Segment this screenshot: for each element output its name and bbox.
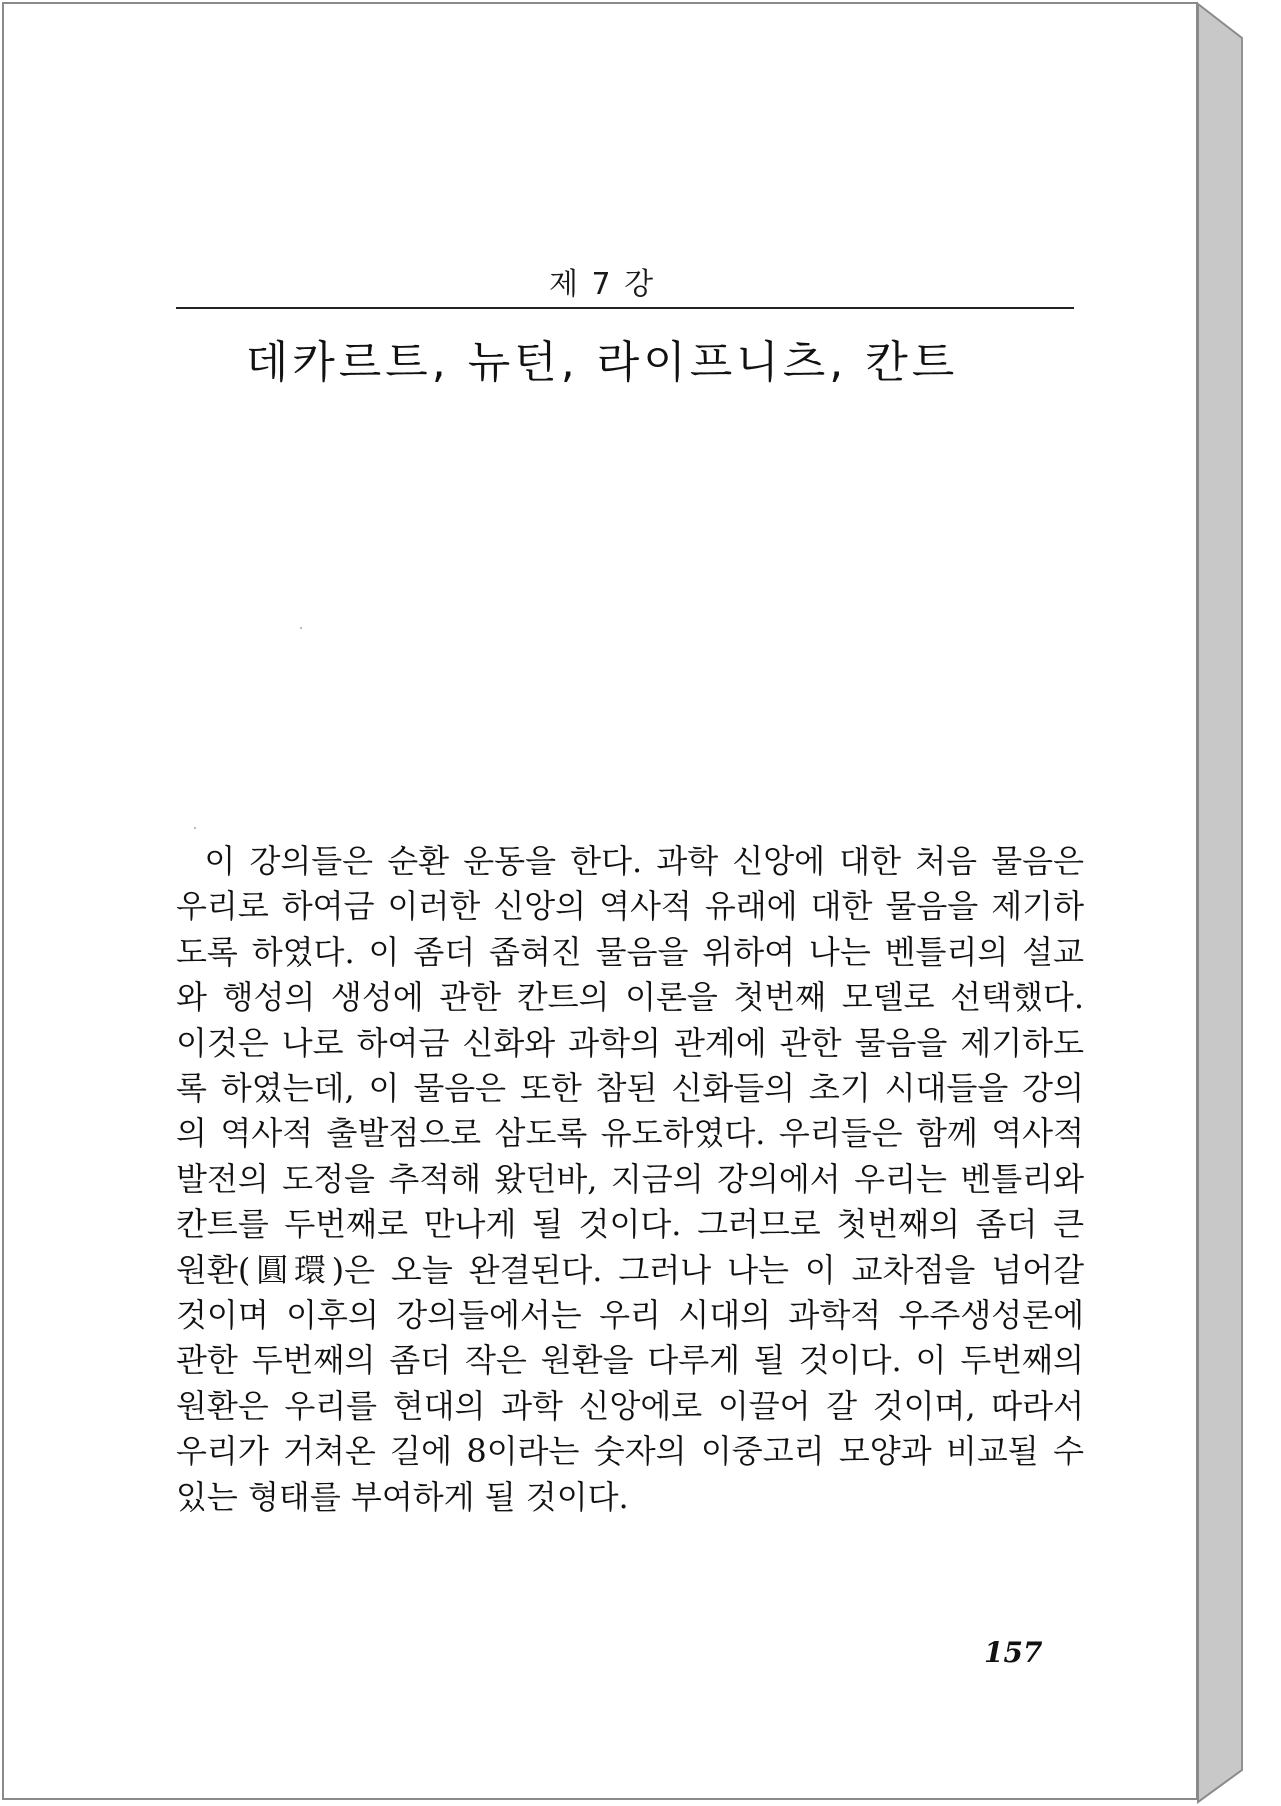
- text-line: 우리로 하여금 이러한 신앙의 역사적 유래에 대한 물음을 제기하: [176, 887, 1084, 926]
- text-line: 도록 하였다. 이 좀더 좁혀진 물음을 위하여 나는 벤틀리의 설교: [176, 932, 1084, 971]
- chapter-label: 제 7 강: [548, 267, 656, 302]
- text-line: 록 하였는데, 이 물음은 또한 참된 신화들의 초기 시대들을 강의: [176, 1069, 1084, 1108]
- text-line: 우리가 거쳐온 길에 8이라는 숫자의 이중고리 모양과 비교될 수: [176, 1432, 1084, 1471]
- body-paragraph: [176, 839, 1084, 1520]
- text-line: 관한 두번째의 좀더 작은 원환을 다루게 될 것이다. 이 두번째의: [176, 1341, 1084, 1380]
- text-line: 발전의 도정을 추적해 왔던바, 지금의 강의에서 우리는 벤틀리와: [176, 1159, 1084, 1198]
- text-line: 있는 형태를 부여하게 될 것이다.: [176, 1477, 629, 1516]
- text-line: 원환(圓環)은 오늘 완결된다. 그러나 나는 이 교차점을 넘어갈: [176, 1250, 1084, 1289]
- chapter-divider: [176, 307, 1074, 309]
- text-line: 이것은 나로 하여금 신화와 과학의 관계에 관한 물음을 제기하도: [176, 1023, 1084, 1062]
- text-line: 이 강의들은 순환 운동을 한다. 과학 신앙에 대한 처음 물음은: [176, 842, 1084, 880]
- page-stack-edge: [1196, 0, 1281, 1806]
- scan-speck: [194, 827, 196, 829]
- scan-speck: [300, 627, 302, 629]
- text-line: 의 역사적 출발점으로 삼도록 유도하였다. 우리들은 함께 역사적: [176, 1114, 1084, 1153]
- text-line: 와 행성의 생성에 관한 칸트의 이론을 첫번째 모델로 선택했다.: [176, 978, 1084, 1017]
- book-page: [2, 2, 1198, 1800]
- text-line: 원환은 우리를 현대의 과학 신앙에로 이끌어 갈 것이며, 따라서: [176, 1386, 1084, 1425]
- text-line: 칸트를 두번째로 만나게 될 것이다. 그러므로 첫번째의 좀더 큰: [176, 1205, 1084, 1244]
- chapter-title: 데카르트, 뉴턴, 라이프니츠, 칸트: [245, 337, 959, 388]
- text-line: 것이며 이후의 강의들에서는 우리 시대의 과학적 우주생성론에: [176, 1296, 1084, 1335]
- page-number: 157: [984, 1636, 1043, 1669]
